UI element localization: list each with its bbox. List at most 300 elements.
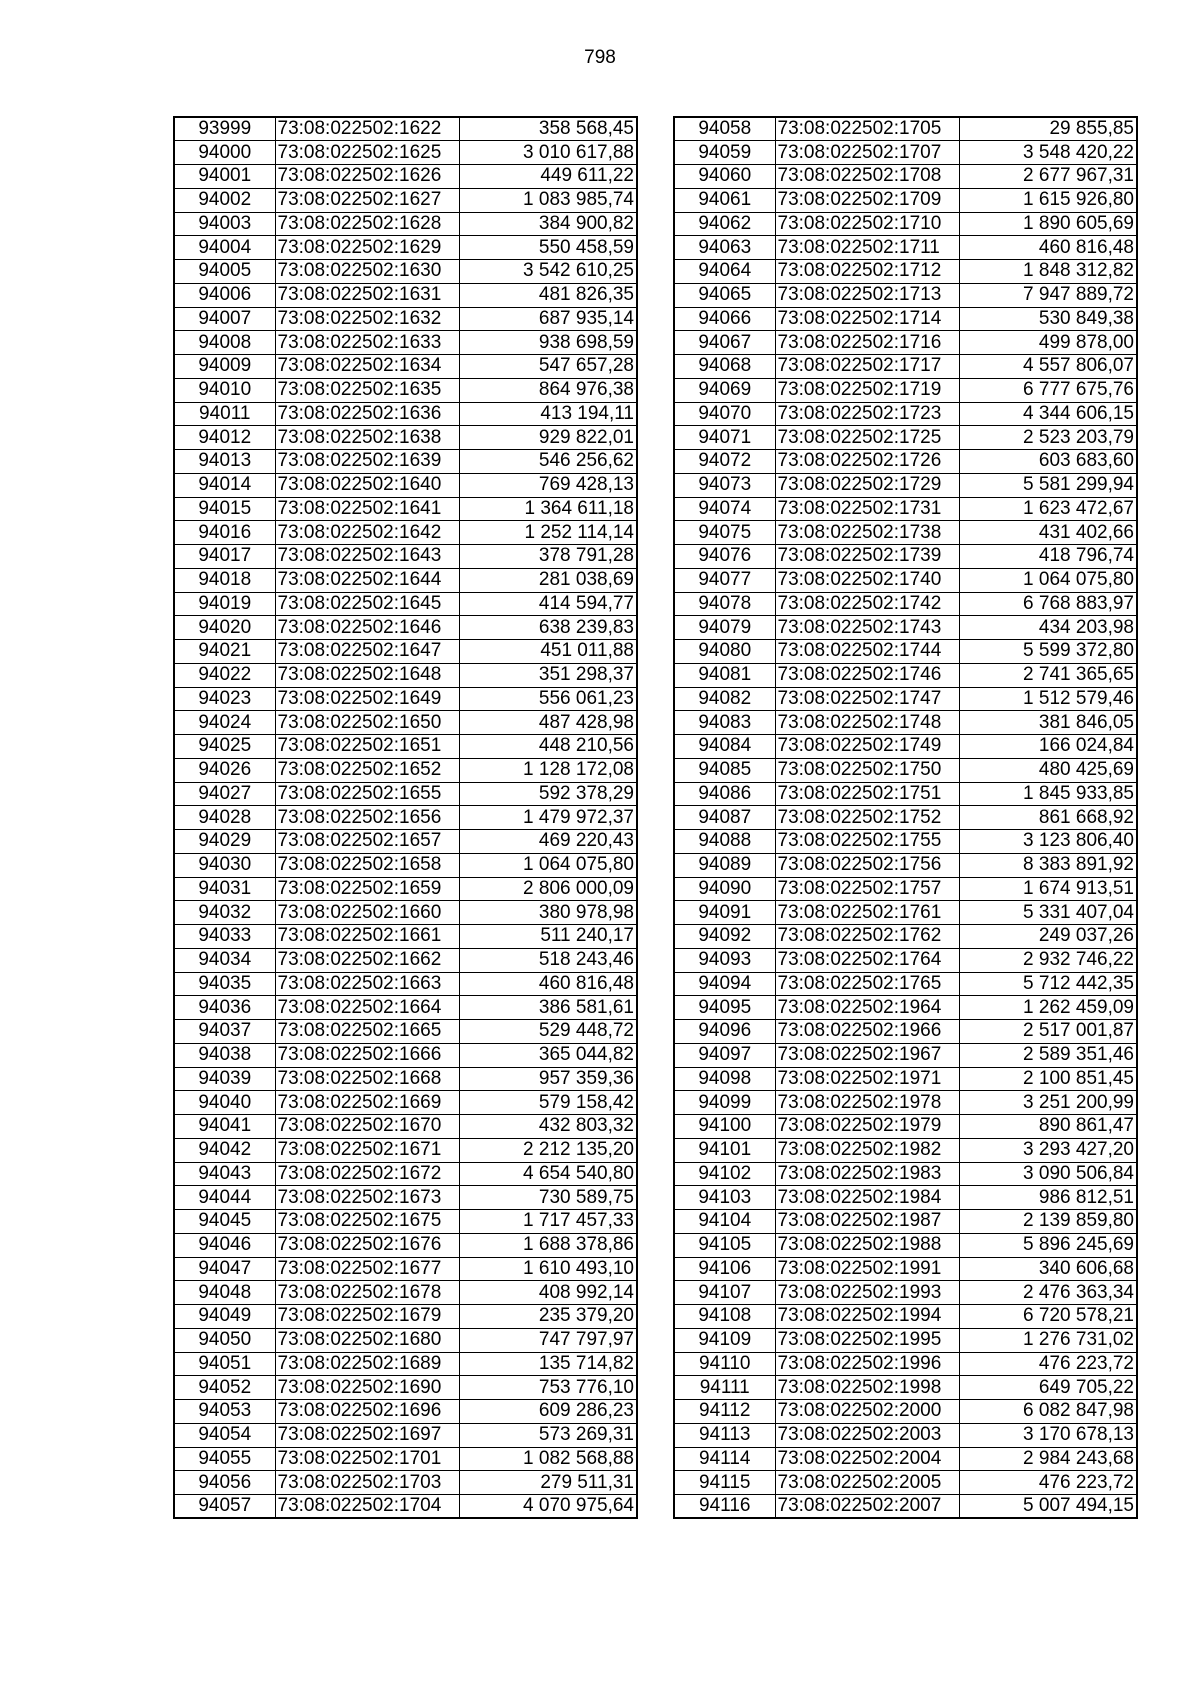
- cadastral-number-cell: 73:08:022502:1704: [275, 1495, 459, 1519]
- cadastral-number-cell: 73:08:022502:1996: [775, 1352, 959, 1376]
- value-cell: 431 402,66: [959, 521, 1137, 545]
- cadastral-number-cell: 73:08:022502:1630: [275, 260, 459, 284]
- cadastral-number-cell: 73:08:022502:1726: [775, 450, 959, 474]
- row-number-cell: 94015: [174, 497, 275, 521]
- cadastral-number-cell: 73:08:022502:1640: [275, 473, 459, 497]
- cadastral-number-cell: 73:08:022502:1642: [275, 521, 459, 545]
- table-row: [174, 711, 637, 735]
- row-number-cell: 94026: [174, 758, 275, 782]
- row-number-cell: 94086: [674, 782, 775, 806]
- value-cell: 2 476 363,34: [959, 1281, 1137, 1305]
- value-cell: 550 458,59: [459, 236, 637, 260]
- value-cell: 2 741 365,65: [959, 663, 1137, 687]
- cadastral-number-cell: 73:08:022502:1708: [775, 165, 959, 189]
- value-cell: 281 038,69: [459, 568, 637, 592]
- cadastral-number-cell: 73:08:022502:1661: [275, 925, 459, 949]
- table-row: [174, 830, 637, 854]
- cadastral-number-cell: 73:08:022502:1671: [275, 1138, 459, 1162]
- value-cell: 414 594,77: [459, 592, 637, 616]
- table-row: [174, 758, 637, 782]
- table-row: [174, 331, 637, 355]
- row-number-cell: 94108: [674, 1305, 775, 1329]
- cadastral-number-cell: 73:08:022502:1641: [275, 497, 459, 521]
- value-cell: 986 812,51: [959, 1186, 1137, 1210]
- table-row: [174, 901, 637, 925]
- row-number-cell: 94100: [674, 1115, 775, 1139]
- row-number-cell: 94020: [174, 616, 275, 640]
- table-row: [674, 117, 1137, 141]
- value-cell: 408 992,14: [459, 1281, 637, 1305]
- cadastral-number-cell: 73:08:022502:1643: [275, 545, 459, 569]
- table-row: [674, 165, 1137, 189]
- value-cell: 5 712 442,35: [959, 972, 1137, 996]
- row-number-cell: 94115: [674, 1471, 775, 1495]
- table-row: [174, 1233, 637, 1257]
- row-number-cell: 94093: [674, 948, 775, 972]
- value-cell: 469 220,43: [459, 830, 637, 854]
- row-number-cell: 94006: [174, 283, 275, 307]
- table-row: [174, 925, 637, 949]
- value-cell: 518 243,46: [459, 948, 637, 972]
- value-cell: 1 082 568,88: [459, 1447, 637, 1471]
- row-number-cell: 94062: [674, 212, 775, 236]
- value-cell: 3 010 617,88: [459, 141, 637, 165]
- table-row: [674, 925, 1137, 949]
- row-number-cell: 94084: [674, 735, 775, 759]
- cadastral-number-cell: 73:08:022502:1983: [775, 1162, 959, 1186]
- cadastral-number-cell: 73:08:022502:1689: [275, 1352, 459, 1376]
- right-table-body: [674, 117, 1137, 1518]
- value-cell: 1 262 459,09: [959, 996, 1137, 1020]
- table-row: [174, 782, 637, 806]
- value-cell: 861 668,92: [959, 806, 1137, 830]
- row-number-cell: 94013: [174, 450, 275, 474]
- table-row: [174, 687, 637, 711]
- row-number-cell: 94081: [674, 663, 775, 687]
- table-row: [174, 1328, 637, 1352]
- table-row: [174, 307, 637, 331]
- table-row: [174, 260, 637, 284]
- value-cell: 476 223,72: [959, 1352, 1137, 1376]
- row-number-cell: 94034: [174, 948, 275, 972]
- cadastral-number-cell: 73:08:022502:1665: [275, 1020, 459, 1044]
- cadastral-number-cell: 73:08:022502:1755: [775, 830, 959, 854]
- cadastral-number-cell: 73:08:022502:1750: [775, 758, 959, 782]
- table-row: [174, 141, 637, 165]
- value-cell: 2 932 746,22: [959, 948, 1137, 972]
- row-number-cell: 94074: [674, 497, 775, 521]
- row-number-cell: 94044: [174, 1186, 275, 1210]
- value-cell: 2 806 000,09: [459, 877, 637, 901]
- row-number-cell: 94106: [674, 1257, 775, 1281]
- value-cell: 556 061,23: [459, 687, 637, 711]
- table-row: [674, 473, 1137, 497]
- row-number-cell: 94045: [174, 1210, 275, 1234]
- row-number-cell: 94061: [674, 188, 775, 212]
- value-cell: 166 024,84: [959, 735, 1137, 759]
- row-number-cell: 94109: [674, 1328, 775, 1352]
- row-number-cell: 94111: [674, 1376, 775, 1400]
- cadastral-number-cell: 73:08:022502:1988: [775, 1233, 959, 1257]
- row-number-cell: 94000: [174, 141, 275, 165]
- table-row: [674, 1067, 1137, 1091]
- cadastral-number-cell: 73:08:022502:1987: [775, 1210, 959, 1234]
- table-row: [674, 948, 1137, 972]
- cadastral-number-cell: 73:08:022502:1678: [275, 1281, 459, 1305]
- value-cell: 1 845 933,85: [959, 782, 1137, 806]
- row-number-cell: 94001: [174, 165, 275, 189]
- cadastral-number-cell: 73:08:022502:1998: [775, 1376, 959, 1400]
- value-cell: 1 890 605,69: [959, 212, 1137, 236]
- table-row: [674, 260, 1137, 284]
- cadastral-number-cell: 73:08:022502:1705: [775, 117, 959, 141]
- cadastral-number-cell: 73:08:022502:1744: [775, 640, 959, 664]
- table-row: [174, 735, 637, 759]
- value-cell: 418 796,74: [959, 545, 1137, 569]
- value-cell: 1 064 075,80: [959, 568, 1137, 592]
- table-row: [174, 592, 637, 616]
- cadastral-number-cell: 73:08:022502:1670: [275, 1115, 459, 1139]
- cadastral-number-cell: 73:08:022502:1713: [775, 283, 959, 307]
- row-number-cell: 94057: [174, 1495, 275, 1519]
- cadastral-number-cell: 73:08:022502:1740: [775, 568, 959, 592]
- row-number-cell: 94003: [174, 212, 275, 236]
- table-row: [174, 806, 637, 830]
- row-number-cell: 94030: [174, 853, 275, 877]
- value-cell: 249 037,26: [959, 925, 1137, 949]
- row-number-cell: 94014: [174, 473, 275, 497]
- row-number-cell: 94078: [674, 592, 775, 616]
- table-row: [174, 355, 637, 379]
- row-number-cell: 94042: [174, 1138, 275, 1162]
- row-number-cell: 94113: [674, 1423, 775, 1447]
- value-cell: 1 128 172,08: [459, 758, 637, 782]
- table-row: [674, 378, 1137, 402]
- row-number-cell: 94058: [674, 117, 775, 141]
- value-cell: 687 935,14: [459, 307, 637, 331]
- value-cell: 1 252 114,14: [459, 521, 637, 545]
- row-number-cell: 94054: [174, 1423, 275, 1447]
- row-number-cell: 94073: [674, 473, 775, 497]
- table-row: [674, 1352, 1137, 1376]
- row-number-cell: 94024: [174, 711, 275, 735]
- row-number-cell: 94077: [674, 568, 775, 592]
- row-number-cell: 94029: [174, 830, 275, 854]
- value-cell: 1 083 985,74: [459, 188, 637, 212]
- table-row: [674, 426, 1137, 450]
- table-row: [174, 663, 637, 687]
- row-number-cell: 94096: [674, 1020, 775, 1044]
- row-number-cell: 94116: [674, 1495, 775, 1519]
- row-number-cell: 94031: [174, 877, 275, 901]
- cadastral-number-cell: 73:08:022502:1711: [775, 236, 959, 260]
- row-number-cell: 94036: [174, 996, 275, 1020]
- table-row: [174, 1257, 637, 1281]
- value-cell: 499 878,00: [959, 331, 1137, 355]
- table-row: [674, 188, 1137, 212]
- value-cell: 529 448,72: [459, 1020, 637, 1044]
- row-number-cell: 94114: [674, 1447, 775, 1471]
- table-row: [174, 1020, 637, 1044]
- cadastral-number-cell: 73:08:022502:1739: [775, 545, 959, 569]
- row-number-cell: 94053: [174, 1400, 275, 1424]
- value-cell: 7 947 889,72: [959, 283, 1137, 307]
- row-number-cell: 94072: [674, 450, 775, 474]
- table-row: [174, 1305, 637, 1329]
- cadastral-number-cell: 73:08:022502:1731: [775, 497, 959, 521]
- row-number-cell: 94069: [674, 378, 775, 402]
- value-cell: 730 589,75: [459, 1186, 637, 1210]
- row-number-cell: 94028: [174, 806, 275, 830]
- cadastral-number-cell: 73:08:022502:1707: [775, 141, 959, 165]
- table-row: [174, 1043, 637, 1067]
- row-number-cell: 94017: [174, 545, 275, 569]
- value-cell: 1 479 972,37: [459, 806, 637, 830]
- value-cell: 29 855,85: [959, 117, 1137, 141]
- value-cell: 340 606,68: [959, 1257, 1137, 1281]
- cadastral-number-cell: 73:08:022502:1964: [775, 996, 959, 1020]
- table-row: [674, 450, 1137, 474]
- value-cell: 1 276 731,02: [959, 1328, 1137, 1352]
- value-cell: 481 826,35: [459, 283, 637, 307]
- cadastral-number-cell: 73:08:022502:1651: [275, 735, 459, 759]
- cadastral-number-cell: 73:08:022502:1675: [275, 1210, 459, 1234]
- value-cell: 547 657,28: [459, 355, 637, 379]
- cadastral-number-cell: 73:08:022502:2003: [775, 1423, 959, 1447]
- row-number-cell: 94004: [174, 236, 275, 260]
- cadastral-number-cell: 73:08:022502:1729: [775, 473, 959, 497]
- cadastral-number-cell: 73:08:022502:1626: [275, 165, 459, 189]
- cadastral-number-cell: 73:08:022502:1669: [275, 1091, 459, 1115]
- value-cell: 890 861,47: [959, 1115, 1137, 1139]
- row-number-cell: 94025: [174, 735, 275, 759]
- row-number-cell: 94063: [674, 236, 775, 260]
- table-row: [174, 1352, 637, 1376]
- row-number-cell: 94012: [174, 426, 275, 450]
- cadastral-number-cell: 73:08:022502:1756: [775, 853, 959, 877]
- row-number-cell: 94083: [674, 711, 775, 735]
- cadastral-number-cell: 73:08:022502:1625: [275, 141, 459, 165]
- value-cell: 957 359,36: [459, 1067, 637, 1091]
- row-number-cell: 94080: [674, 640, 775, 664]
- table-row: [674, 877, 1137, 901]
- cadastral-number-cell: 73:08:022502:1656: [275, 806, 459, 830]
- row-number-cell: 94035: [174, 972, 275, 996]
- table-row: [174, 1115, 637, 1139]
- value-cell: 480 425,69: [959, 758, 1137, 782]
- table-row: [174, 568, 637, 592]
- row-number-cell: 94048: [174, 1281, 275, 1305]
- cadastral-number-cell: 73:08:022502:1631: [275, 283, 459, 307]
- cadastral-number-cell: 73:08:022502:1662: [275, 948, 459, 972]
- value-cell: 386 581,61: [459, 996, 637, 1020]
- cadastral-number-cell: 73:08:022502:1984: [775, 1186, 959, 1210]
- value-cell: 434 203,98: [959, 616, 1137, 640]
- table-row: [174, 1091, 637, 1115]
- cadastral-number-cell: 73:08:022502:1719: [775, 378, 959, 402]
- cadastral-number-cell: 73:08:022502:1658: [275, 853, 459, 877]
- row-number-cell: 94016: [174, 521, 275, 545]
- value-cell: 384 900,82: [459, 212, 637, 236]
- table-row: [174, 877, 637, 901]
- cadastral-number-cell: 73:08:022502:1650: [275, 711, 459, 735]
- table-row: [674, 212, 1137, 236]
- row-number-cell: 94051: [174, 1352, 275, 1376]
- cadastral-number-cell: 73:08:022502:1622: [275, 117, 459, 141]
- table-row: [674, 283, 1137, 307]
- value-cell: 6 720 578,21: [959, 1305, 1137, 1329]
- cadastral-number-cell: 73:08:022502:1652: [275, 758, 459, 782]
- row-number-cell: 94064: [674, 260, 775, 284]
- table-row: [674, 1020, 1137, 1044]
- cadastral-number-cell: 73:08:022502:1677: [275, 1257, 459, 1281]
- table-row: [674, 1186, 1137, 1210]
- row-number-cell: 94102: [674, 1162, 775, 1186]
- table-row: [674, 1471, 1137, 1495]
- cadastral-number-cell: 73:08:022502:1994: [775, 1305, 959, 1329]
- cadastral-number-cell: 73:08:022502:1995: [775, 1328, 959, 1352]
- row-number-cell: 94038: [174, 1043, 275, 1067]
- table-row: [674, 568, 1137, 592]
- cadastral-number-cell: 73:08:022502:1697: [275, 1423, 459, 1447]
- row-number-cell: 94090: [674, 877, 775, 901]
- value-cell: 476 223,72: [959, 1471, 1137, 1495]
- value-cell: 546 256,62: [459, 450, 637, 474]
- row-number-cell: 94021: [174, 640, 275, 664]
- row-number-cell: 94059: [674, 141, 775, 165]
- cadastral-number-cell: 73:08:022502:1666: [275, 1043, 459, 1067]
- cadastral-number-cell: 73:08:022502:1716: [775, 331, 959, 355]
- row-number-cell: 94010: [174, 378, 275, 402]
- table-row: [674, 402, 1137, 426]
- cadastral-number-cell: 73:08:022502:1709: [775, 188, 959, 212]
- value-cell: 365 044,82: [459, 1043, 637, 1067]
- row-number-cell: 94066: [674, 307, 775, 331]
- cadastral-number-cell: 73:08:022502:1725: [775, 426, 959, 450]
- cadastral-number-cell: 73:08:022502:1673: [275, 1186, 459, 1210]
- value-cell: 351 298,37: [459, 663, 637, 687]
- cadastral-number-cell: 73:08:022502:1672: [275, 1162, 459, 1186]
- table-row: [174, 117, 637, 141]
- cadastral-number-cell: 73:08:022502:1978: [775, 1091, 959, 1115]
- row-number-cell: 94049: [174, 1305, 275, 1329]
- cadastral-number-cell: 73:08:022502:1738: [775, 521, 959, 545]
- table-row: [674, 1305, 1137, 1329]
- table-row: [174, 473, 637, 497]
- row-number-cell: 94087: [674, 806, 775, 830]
- cadastral-number-cell: 73:08:022502:1679: [275, 1305, 459, 1329]
- value-cell: 6 082 847,98: [959, 1400, 1137, 1424]
- table-row: [174, 1423, 637, 1447]
- table-row: [674, 735, 1137, 759]
- value-cell: 3 123 806,40: [959, 830, 1137, 854]
- value-cell: 460 816,48: [959, 236, 1137, 260]
- value-cell: 2 139 859,80: [959, 1210, 1137, 1234]
- row-number-cell: 94027: [174, 782, 275, 806]
- row-number-cell: 94092: [674, 925, 775, 949]
- row-number-cell: 94022: [174, 663, 275, 687]
- cadastral-number-cell: 73:08:022502:1645: [275, 592, 459, 616]
- cadastral-number-cell: 73:08:022502:1966: [775, 1020, 959, 1044]
- value-cell: 4 654 540,80: [459, 1162, 637, 1186]
- row-number-cell: 94040: [174, 1091, 275, 1115]
- value-cell: 579 158,42: [459, 1091, 637, 1115]
- table-row: [674, 901, 1137, 925]
- value-cell: 2 212 135,20: [459, 1138, 637, 1162]
- row-number-cell: 94005: [174, 260, 275, 284]
- table-row: [674, 1162, 1137, 1186]
- table-row: [174, 1067, 637, 1091]
- value-cell: 1 688 378,86: [459, 1233, 637, 1257]
- row-number-cell: 94037: [174, 1020, 275, 1044]
- row-number-cell: 94095: [674, 996, 775, 1020]
- value-cell: 8 383 891,92: [959, 853, 1137, 877]
- table-row: [174, 1138, 637, 1162]
- row-number-cell: 94088: [674, 830, 775, 854]
- table-row: [674, 307, 1137, 331]
- cadastral-number-cell: 73:08:022502:1743: [775, 616, 959, 640]
- cadastral-number-cell: 73:08:022502:1757: [775, 877, 959, 901]
- value-cell: 592 378,29: [459, 782, 637, 806]
- value-cell: 378 791,28: [459, 545, 637, 569]
- value-cell: 747 797,97: [459, 1328, 637, 1352]
- row-number-cell: 94018: [174, 568, 275, 592]
- value-cell: 2 517 001,87: [959, 1020, 1137, 1044]
- table-row: [674, 1423, 1137, 1447]
- cadastral-number-cell: 73:08:022502:1628: [275, 212, 459, 236]
- value-cell: 279 511,31: [459, 1471, 637, 1495]
- value-cell: 573 269,31: [459, 1423, 637, 1447]
- value-cell: 358 568,45: [459, 117, 637, 141]
- table-row: [674, 1091, 1137, 1115]
- table-row: [674, 355, 1137, 379]
- cadastral-number-cell: 73:08:022502:1660: [275, 901, 459, 925]
- table-row: [674, 545, 1137, 569]
- row-number-cell: 94047: [174, 1257, 275, 1281]
- table-row: [674, 853, 1137, 877]
- value-cell: 609 286,23: [459, 1400, 637, 1424]
- table-row: [174, 640, 637, 664]
- cadastral-number-cell: 73:08:022502:1690: [275, 1376, 459, 1400]
- row-number-cell: 94052: [174, 1376, 275, 1400]
- value-cell: 2 523 203,79: [959, 426, 1137, 450]
- value-cell: 448 210,56: [459, 735, 637, 759]
- value-cell: 1 848 312,82: [959, 260, 1137, 284]
- value-cell: 4 070 975,64: [459, 1495, 637, 1519]
- value-cell: 1 064 075,80: [459, 853, 637, 877]
- table-row: [174, 1186, 637, 1210]
- value-cell: 511 240,17: [459, 925, 637, 949]
- cadastral-number-cell: 73:08:022502:1668: [275, 1067, 459, 1091]
- table-row: [174, 1281, 637, 1305]
- cadastral-number-cell: 73:08:022502:2005: [775, 1471, 959, 1495]
- cadastral-number-cell: 73:08:022502:1752: [775, 806, 959, 830]
- value-cell: 3 170 678,13: [959, 1423, 1137, 1447]
- cadastral-number-cell: 73:08:022502:1971: [775, 1067, 959, 1091]
- value-cell: 938 698,59: [459, 331, 637, 355]
- cadastral-number-cell: 73:08:022502:1676: [275, 1233, 459, 1257]
- table-row: [174, 948, 637, 972]
- table-row: [174, 283, 637, 307]
- cadastral-number-cell: 73:08:022502:1639: [275, 450, 459, 474]
- value-cell: 3 090 506,84: [959, 1162, 1137, 1186]
- table-row: [174, 1447, 637, 1471]
- table-row: [674, 1495, 1137, 1519]
- row-number-cell: 94082: [674, 687, 775, 711]
- row-number-cell: 94033: [174, 925, 275, 949]
- table-row: [674, 806, 1137, 830]
- cadastral-number-cell: 73:08:022502:1636: [275, 402, 459, 426]
